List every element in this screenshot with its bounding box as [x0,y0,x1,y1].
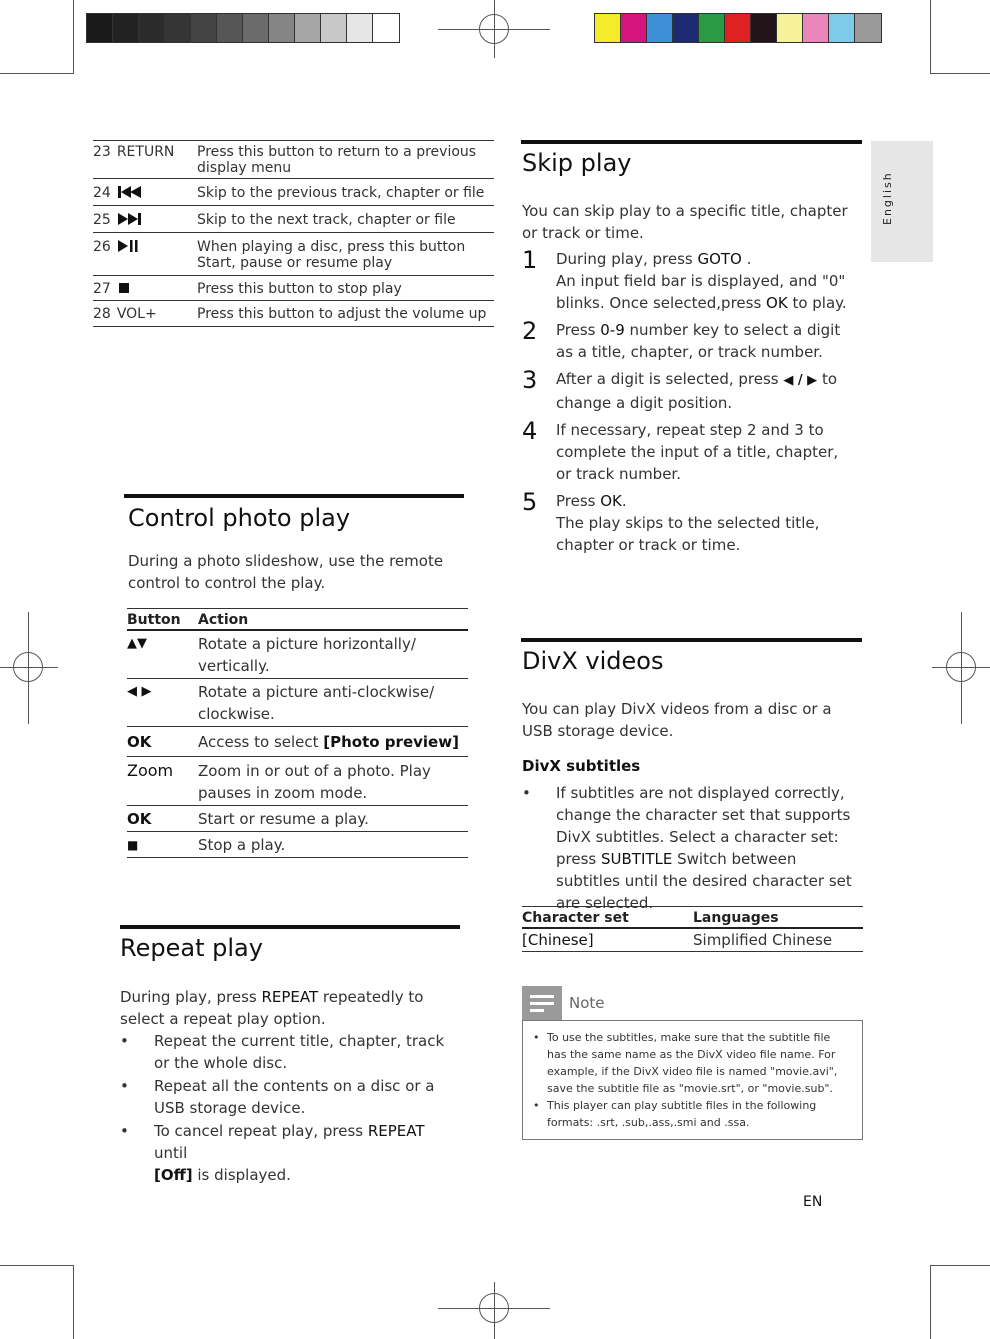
page-footer-label: EN [803,1194,823,1210]
table-row [127,631,468,679]
row-description: Press this button to stop play [197,281,402,297]
list-item [120,1120,460,1186]
step-number: 4 [522,417,538,445]
row-key: OK [127,733,152,751]
list-item [522,782,862,914]
row-number: 23 [93,144,111,160]
row-key: OK [127,810,152,828]
color-swatch [269,14,295,42]
list-item: • To use the subtitles, make sure that the subtitle file has the same name as the DivX video file name. For example, if the DivX video file is named "movie.avi", save the subtitle file as "movie.srt", or "movie.sub". [533,1029,852,1097]
step-text: If necessary, repeat step 2 and 3 to complete the input of a title, chapter, or track number. [556,421,839,483]
table-row [93,179,494,206]
text: until [154,1144,188,1162]
note-label: Note [569,994,605,1012]
color-swatch [321,14,347,42]
row-action: Rotate a picture horizontally/ vertically. [198,635,416,675]
text: Press [556,321,601,339]
row-action: Rotate a picture anti-clockwise/ clockwise. [198,683,435,723]
repeat-keyword: REPEAT [367,1122,425,1140]
table-row [93,276,494,301]
color-swatch [855,14,881,42]
table-row [127,757,468,806]
button-name: RETURN [116,144,175,160]
section-title-repeat: Repeat play [120,934,263,962]
section-title-photo: Control photo play [128,504,351,532]
table-row [93,301,494,327]
cell-language: Simplified Chinese [693,931,833,949]
color-swatch [699,14,725,42]
text: An input field bar is displayed, and "0" blinks. Once selected,press [556,272,846,312]
text: . [741,250,752,268]
text: If subtitles are not displayed correctly, change the character set that supports DivX subtitles. Select a character set: press [556,784,851,868]
table-row [127,679,468,727]
color-swatch [373,14,399,42]
repeat-keyword: REPEAT [261,988,319,1006]
step-text [556,368,857,414]
left-right-arrows-icon: ◀ / ▶ [783,373,818,388]
table-row [93,141,494,179]
list-item: • Repeat all the contents on a disc or a USB storage device. [120,1075,460,1119]
button-function-table [93,140,494,327]
header-action: Action [198,612,249,628]
note-header [522,986,605,1020]
step-item [522,368,857,414]
step-text [556,248,857,314]
text: During play, press [556,250,698,268]
table-row [93,206,494,233]
text: Switch between subtitles until the desired character set are selected. [556,850,852,912]
text: number key to select a digit as a title, chapter, or track number. [556,321,841,361]
row-action: Stop a play. [198,836,286,854]
section-rule [124,494,464,498]
row-action: Access to select [198,733,324,751]
left-right-arrows-icon: ◀ ▶ [127,684,152,699]
table-row [127,832,468,858]
table-header [127,609,468,631]
text: is displayed. [192,1166,291,1184]
digit-keyword: 0-9 [600,321,625,339]
text: to change a digit position. [556,370,837,412]
photo-control-table [127,608,468,858]
row-number: 25 [93,212,111,228]
text: The play skips to the selected title, chapter or track or time. [556,514,820,554]
color-swatch [595,14,621,42]
color-swatch [295,14,321,42]
row-description: Press this button to return to a previous display menu [197,144,477,176]
step-text [556,319,857,363]
language-tab [871,141,933,262]
step-number: 3 [522,366,538,394]
divx-intro: You can play DivX videos from a disc or a USB storage device. [522,700,832,740]
row-action-keyword: [Photo preview] [323,733,459,751]
color-bar-colors [594,13,882,43]
section-rule [120,925,460,929]
color-swatch [647,14,673,42]
row-number: 27 [93,281,111,297]
section-title-divx: DivX videos [522,647,664,675]
ok-keyword: OK [766,294,788,312]
section-rule [521,638,862,642]
text: repeatedly to select a repeat play option. [120,988,424,1028]
color-swatch [347,14,373,42]
color-swatch [217,14,243,42]
table-header [522,907,863,929]
step-item [522,419,857,485]
divx-bullets [522,782,862,915]
button-name: VOL+ [116,306,157,322]
header-languages: Languages [693,910,779,926]
text: During play, press [120,988,262,1006]
text: to play. [787,294,847,312]
row-action: Zoom in or out of a photo. Play pauses in zoom mode. [198,762,431,802]
goto-keyword: GOTO [697,250,742,268]
skip-intro: You can skip play to a specific title, chapter or track or time. [522,202,848,242]
note-icon [522,986,562,1020]
cell-character-set: [Chinese] [522,931,594,949]
note-box [522,1020,863,1140]
photo-intro: During a photo slideshow, use the remote control to control the play. [128,552,444,592]
text: . [621,492,627,510]
step-number: 5 [522,488,538,516]
section-rule [521,140,862,144]
row-description: Skip to the next track, chapter or file [197,212,456,228]
ok-keyword: OK [600,492,622,510]
row-number: 28 [93,306,111,322]
color-swatch [803,14,829,42]
color-swatch [87,14,113,42]
row-number: 24 [93,185,111,201]
row-number: 26 [93,239,111,255]
row-description: Press this button to adjust the volume up [197,306,487,322]
color-swatch [165,14,191,42]
list-item: • Repeat the current title, chapter, track or the whole disc. [120,1030,460,1074]
color-swatch [113,14,139,42]
stop-icon [117,281,131,295]
header-button: Button [127,612,181,628]
up-down-arrows-icon: ▲▼ [127,636,147,651]
step-item [522,319,857,363]
color-swatch [829,14,855,42]
list-item: • This player can play subtitle files in the following formats: .srt, .sub,.ass,.smi and .ssa. [533,1097,852,1131]
language-tab-label: English [881,171,894,225]
color-swatch [777,14,803,42]
step-item [522,490,857,556]
table-row [127,727,468,757]
color-swatch [243,14,269,42]
table-row [522,929,863,952]
row-description: Skip to the previous track, chapter or file [197,185,485,201]
play-pause-icon [117,239,139,253]
step-text [556,490,857,556]
step-number: 1 [522,246,538,274]
skip-steps [522,248,857,561]
color-bar-grayscale [86,13,400,43]
row-action: Start or resume a play. [198,810,369,828]
text: After a digit is selected, press [556,370,784,388]
text: To cancel repeat play, press [154,1122,368,1140]
table-row [127,806,468,832]
color-swatch [751,14,777,42]
color-swatch [139,14,165,42]
divx-subtitles-heading: DivX subtitles [522,757,641,775]
previous-track-icon [117,185,143,199]
step-item [522,248,857,314]
section-title-skip: Skip play [522,149,632,177]
row-description: When playing a disc, press this button Start, pause or resume play [197,239,466,271]
color-swatch [673,14,699,42]
character-set-table [522,906,863,952]
header-character-set: Character set [522,910,629,926]
subtitle-keyword: SUBTITLE [601,850,673,868]
off-keyword: [Off] [154,1166,193,1184]
text: Press [556,492,601,510]
repeat-bullets [120,1030,460,1187]
color-swatch [621,14,647,42]
table-row [93,233,494,276]
step-number: 2 [522,317,538,345]
row-key: Zoom [127,761,174,780]
color-swatch [191,14,217,42]
next-track-icon [117,212,143,226]
stop-icon: ■ [127,838,139,852]
repeat-intro [120,986,460,1030]
color-swatch [725,14,751,42]
